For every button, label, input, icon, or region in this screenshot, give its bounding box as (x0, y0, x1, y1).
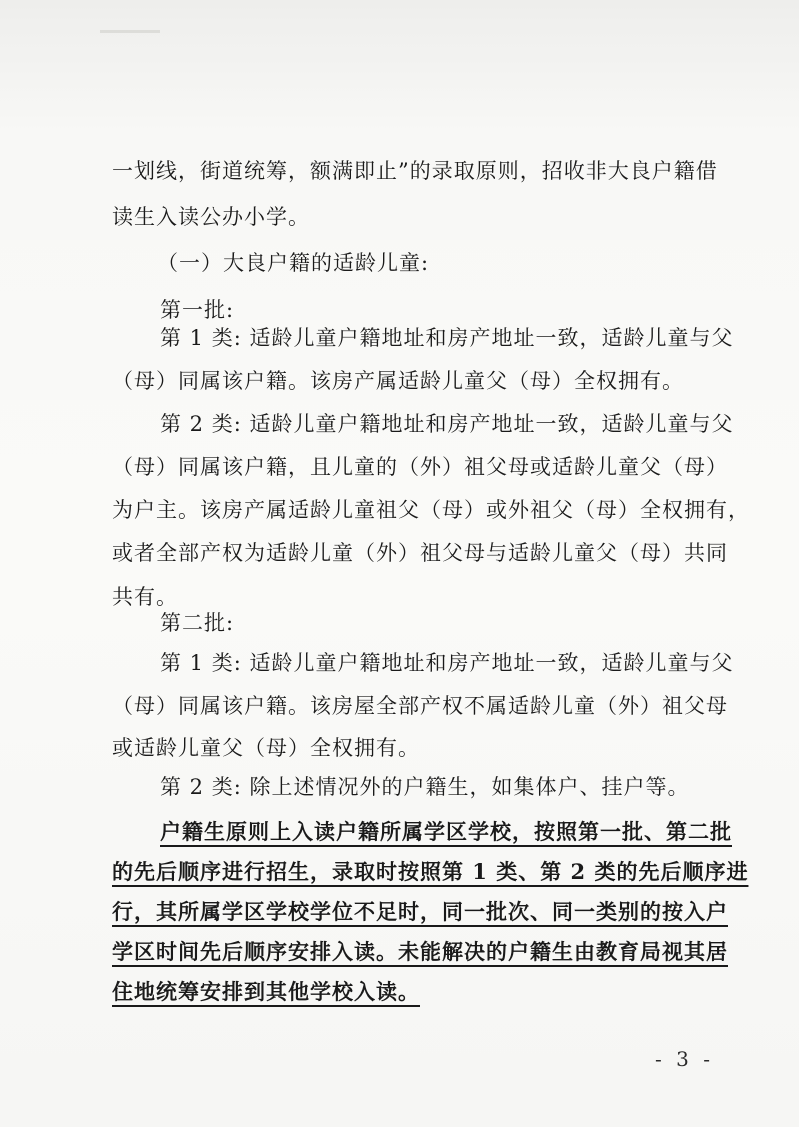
body-line-15: 或适龄儿童父（母）全权拥有。 (112, 736, 420, 760)
batch-heading-first: 第一批: (160, 298, 235, 322)
emphasis-line-4: 学区时间先后顺序安排入读。未能解决的户籍生由教育局视其居 (112, 939, 728, 964)
body-line-8: （母）同属该户籍，且儿童的（外）祖父母或适龄儿童父（母） (112, 455, 728, 479)
emphasis-line-3: 行，其所属学区学校学位不足时，同一批次、同一类别的按入户 (112, 899, 728, 924)
page-number: - 3 - (655, 1047, 714, 1071)
body-line-9: 为户主。该房产属适龄儿童祖父（母）或外祖父（母）全权拥有， (112, 498, 750, 522)
emphasis-line-5: 住地统筹安排到其他学校入读。 (112, 979, 420, 1004)
body-line-5: 第 1 类: 适龄儿童户籍地址和房产地址一致，适龄儿童与父 (160, 326, 734, 350)
batch-heading-second: 第二批: (160, 611, 235, 635)
body-line-16: 第 2 类: 除上述情况外的户籍生，如集体户、挂户等。 (160, 775, 690, 799)
emphasis-line-1: 户籍生原则上入读户籍所属学区学校，按照第一批、第二批 (160, 819, 732, 844)
body-line-14: （母）同属该户籍。该房屋全部产权不属适龄儿童（外）祖父母 (112, 694, 728, 718)
body-line-1: 一划线，街道统筹，额满即止”的录取原则，招收非大良户籍借 (112, 159, 718, 183)
body-line-13: 第 1 类: 适龄儿童户籍地址和房产地址一致，适龄儿童与父 (160, 651, 734, 675)
body-line-2: 读生入读公办小学。 (112, 205, 310, 229)
body-line-6: （母）同属该户籍。该房产属适龄儿童父（母）全权拥有。 (112, 369, 684, 393)
emphasis-line-2: 的先后顺序进行招生，录取时按照第 1 类、第 2 类的先后顺序进 (112, 859, 749, 884)
scan-artifact (100, 30, 160, 33)
body-line-11: 共有。 (112, 585, 178, 609)
body-line-7: 第 2 类: 适龄儿童户籍地址和房产地址一致，适龄儿童与父 (160, 412, 734, 436)
section-heading-household: （一）大良户籍的适龄儿童: (157, 251, 430, 275)
body-line-10: 或者全部产权为适龄儿童（外）祖父母与适龄儿童父（母）共同 (112, 541, 728, 565)
